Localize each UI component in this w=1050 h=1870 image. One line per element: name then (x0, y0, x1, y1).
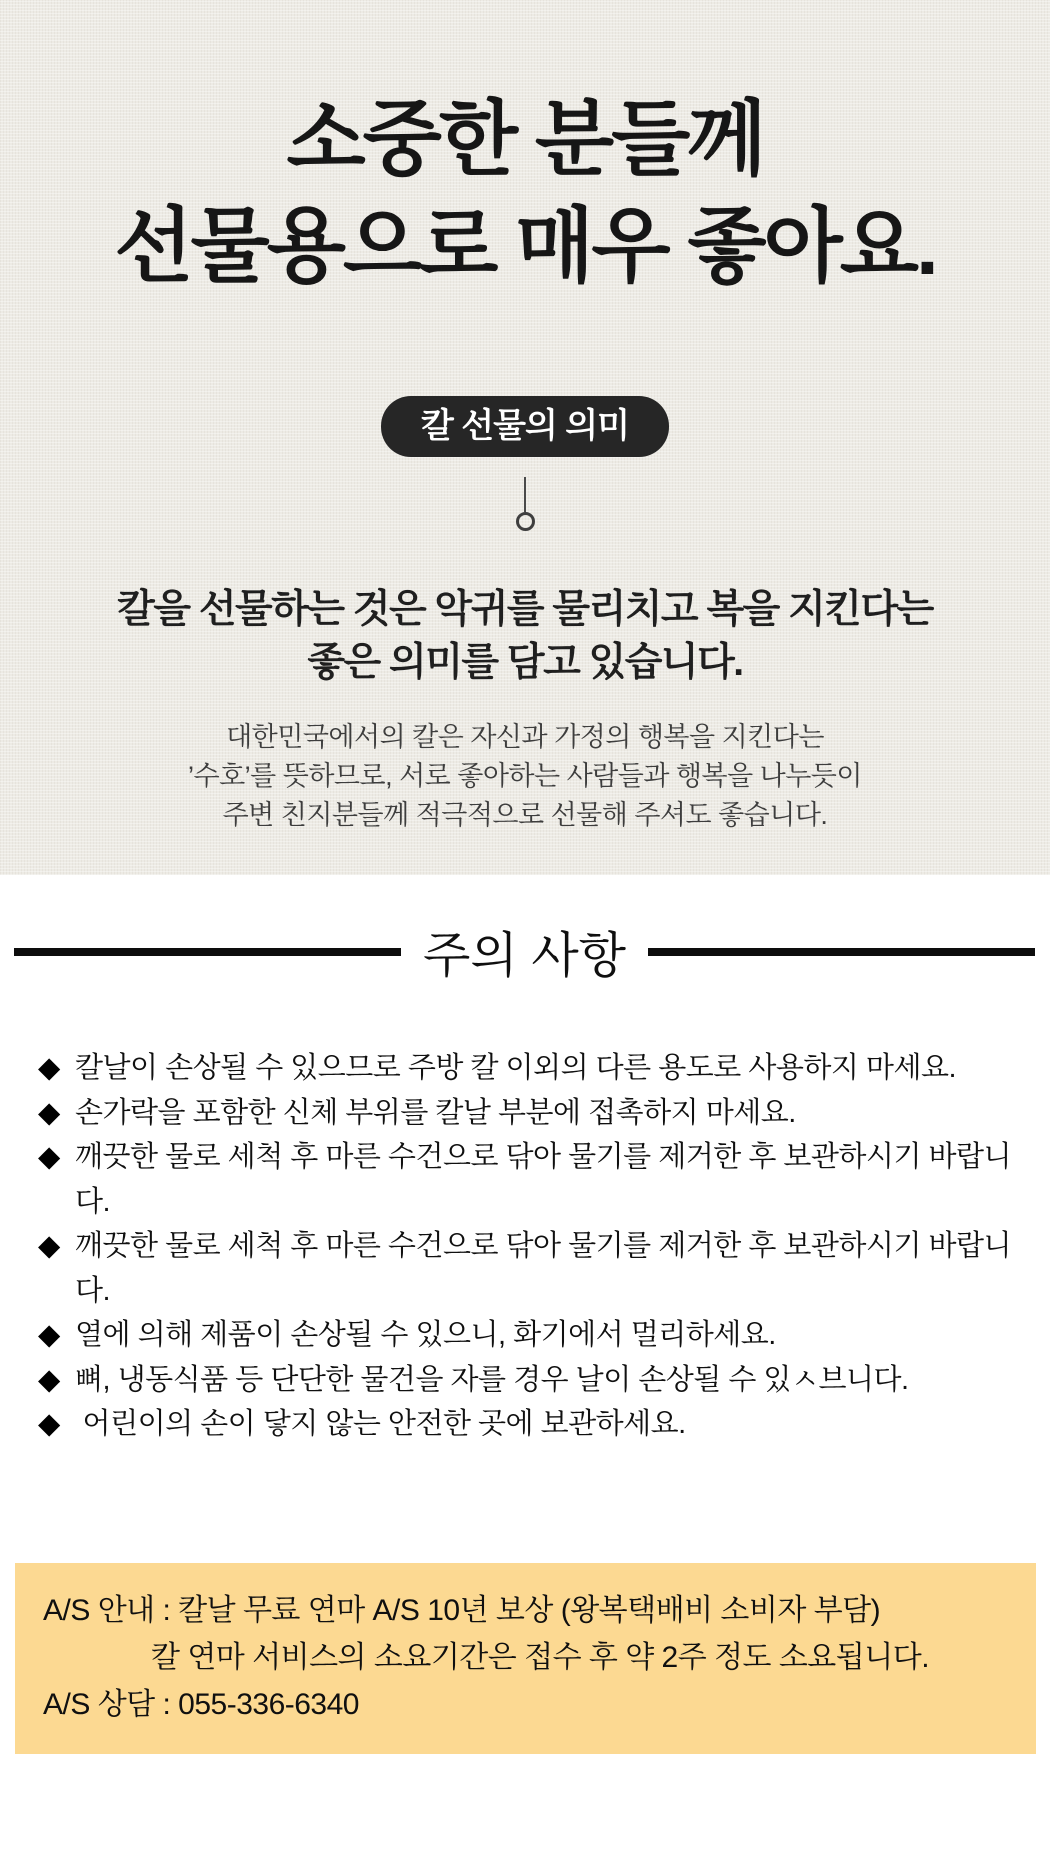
caution-list-item (38, 1224, 1040, 1313)
caution-item-text: 칼날이 손상될 수 있으므로 주방 칼 이외의 다른 용도로 사용하지 마세요. (75, 1052, 957, 1084)
gift-meaning-desc-line1: 대한민국에서의 칼은 자신과 가정의 행복을 지킨다는 (226, 722, 824, 752)
caution-item-text: 어린이의 손이 닿지 않는 안전한 곳에 보관하세요. (75, 1408, 686, 1440)
caution-item-text: 깨끗한 물로 세척 후 마른 수건으로 닦아 물기를 제거한 후 보관하시기 바랍니다. (75, 1141, 1012, 1218)
page-title (0, 0, 1050, 300)
caution-item-text: 열에 의해 제품이 손상될 수 있으니, 화기에서 멀리하세요. (75, 1319, 776, 1351)
diamond-bullet-icon: ◆ (38, 1319, 60, 1351)
diamond-bullet-icon: ◆ (38, 1363, 60, 1396)
heading-rule-right (648, 948, 1035, 956)
caution-list-item (38, 1358, 1040, 1403)
gift-meaning-lead-line1: 칼을 선물하는 것은 악귀를 물리치고 복을 지킨다는 (117, 588, 933, 631)
diamond-bullet-icon: ◆ (38, 1096, 60, 1129)
caution-list-item (38, 1046, 1040, 1091)
gift-meaning-description (0, 718, 1050, 835)
gift-meaning-desc-line3: 주변 친지분들께 적극적으로 선물해 주셔도 좋습니다. (222, 800, 828, 830)
caution-item-text: 손가락을 포함한 신체 부위를 칼날 부분에 접촉하지 마세요. (75, 1096, 796, 1129)
caution-list-item (38, 1402, 1040, 1447)
gift-meaning-lead-line2: 좋은 의미를 담고 있습니다. (307, 641, 743, 684)
gift-meaning-desc-line2: ’수호’를 뜻하므로, 서로 좋아하는 사람들과 행복을 나누듯이 (188, 761, 862, 791)
as-info-box (15, 1563, 1036, 1754)
caution-item-text: 깨끗한 물로 세척 후 마른 수건으로 닦아 물기를 제거한 후 보관하시기 바랍니다. (75, 1230, 1012, 1307)
diamond-bullet-icon: ◆ (38, 1230, 60, 1262)
connector-ring-icon (516, 512, 535, 531)
diamond-bullet-icon: ◆ (38, 1141, 60, 1173)
caution-list-item (38, 1313, 1040, 1358)
as-info-line2: 칼 연마 서비스의 소요기간은 접수 후 약 2주 정도 소요됩니다. (151, 1640, 930, 1674)
page-title-line1: 소중한 분들께 (286, 94, 764, 185)
gift-hero-section (0, 0, 1050, 875)
caution-heading: 주의 사항 (423, 929, 626, 983)
diamond-bullet-icon: ◆ (38, 1052, 60, 1084)
diamond-bullet-icon: ◆ (38, 1408, 60, 1440)
heading-rule-left (14, 948, 401, 956)
caution-list-item (38, 1135, 1040, 1224)
gift-meaning-lead (0, 583, 1050, 689)
caution-item-text: 뼈, 냉동식품 등 단단한 물건을 자를 경우 날이 손상될 수 있ㅅ브니다. (75, 1363, 909, 1396)
caution-section (0, 875, 1050, 1754)
connector-line (524, 477, 526, 512)
caution-list-item (38, 1091, 1040, 1136)
as-contact-phone: A/S 상담 : 055-336-6340 (43, 1687, 359, 1721)
caution-header (0, 922, 1050, 982)
gift-meaning-badge: 칼 선물의 의미 (381, 396, 669, 457)
page-title-line2: 선물용으로 매우 좋아요. (114, 201, 936, 292)
caution-list (38, 1046, 1040, 1447)
as-info-line1: A/S 안내 : 칼날 무료 연마 A/S 10년 보상 (왕복택배비 소비자 부담) (43, 1593, 881, 1627)
